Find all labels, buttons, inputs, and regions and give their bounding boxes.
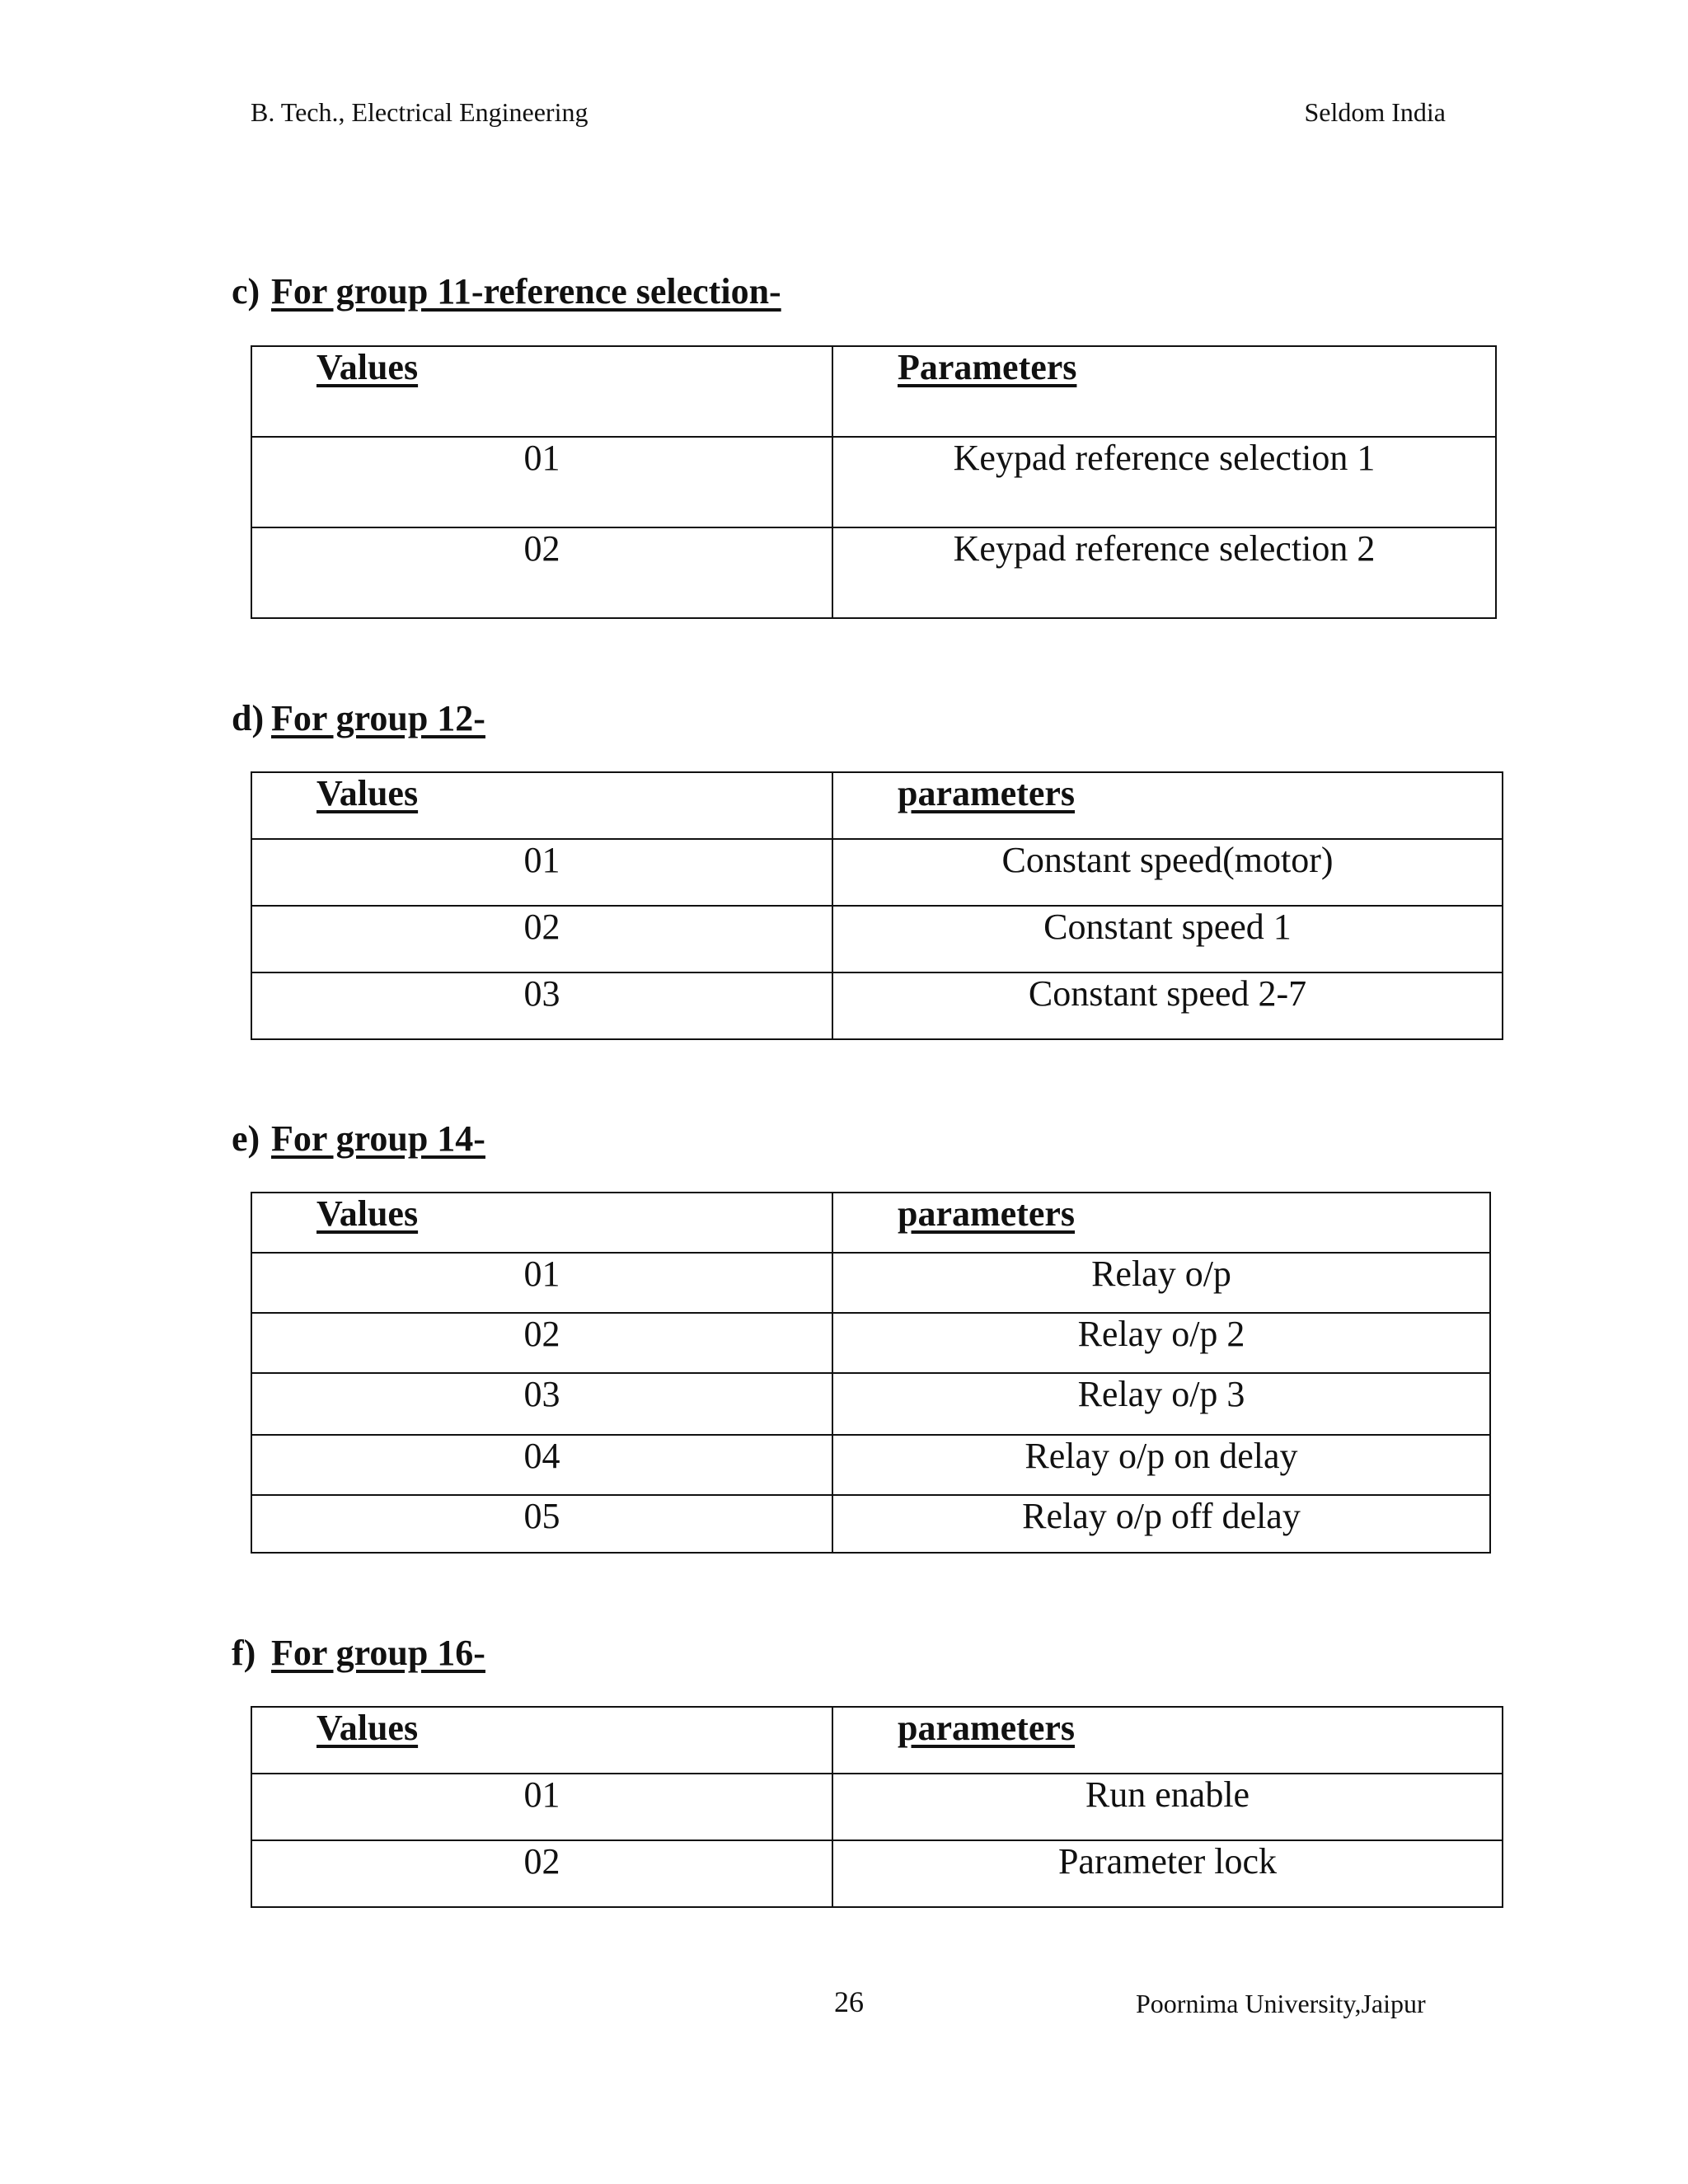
table-row [251, 1774, 1503, 1840]
section-heading-group-11 [232, 270, 781, 312]
table-row [251, 1435, 1490, 1495]
table-row [251, 1313, 1490, 1373]
table-row [251, 1373, 1490, 1435]
table-header-row [251, 346, 1496, 437]
cell-parameter: Relay o/p 2 [832, 1313, 1490, 1373]
cell-parameter: Constant speed 1 [832, 906, 1503, 972]
cell-parameter: Relay o/p 3 [832, 1373, 1490, 1435]
header-left: B. Tech., Electrical Engineering [251, 97, 588, 127]
cell-parameter: Constant speed(motor) [832, 839, 1503, 906]
cell-value: 04 [251, 1435, 832, 1495]
table-row [251, 1840, 1503, 1907]
cell-parameter: Relay o/p off delay [832, 1495, 1490, 1553]
table-row [251, 839, 1503, 906]
header-parameters: parameters [832, 772, 1503, 839]
cell-value: 01 [251, 1774, 832, 1840]
cell-value: 02 [251, 527, 832, 618]
table-header-row [251, 1707, 1503, 1774]
table-group-12 [251, 771, 1503, 1040]
cell-value: 02 [251, 906, 832, 972]
section-heading-group-12 [232, 697, 485, 739]
section-heading-group-14 [232, 1118, 485, 1160]
section-title: For group 11-reference selection- [271, 271, 781, 312]
cell-value: 03 [251, 1373, 832, 1435]
cell-parameter: Keypad reference selection 2 [832, 527, 1496, 618]
table-group-14 [251, 1192, 1491, 1554]
cell-value: 03 [251, 972, 832, 1039]
header-right: Seldom India [1304, 97, 1446, 127]
section-marker: f) [232, 1633, 256, 1673]
table-group-16 [251, 1706, 1503, 1908]
cell-parameter: Parameter lock [832, 1840, 1503, 1907]
section-title: For group 14- [271, 1118, 485, 1159]
section-heading-group-16 [232, 1632, 485, 1674]
header-parameters: Parameters [832, 346, 1496, 437]
table-row [251, 906, 1503, 972]
section-title: For group 16- [271, 1633, 485, 1673]
section-marker: c) [232, 271, 260, 312]
table-row [251, 437, 1496, 527]
header-values: Values [251, 346, 832, 437]
cell-value: 01 [251, 1253, 832, 1313]
cell-parameter: Relay o/p on delay [832, 1435, 1490, 1495]
cell-value: 02 [251, 1313, 832, 1373]
cell-parameter: Run enable [832, 1774, 1503, 1840]
cell-value: 05 [251, 1495, 832, 1553]
header-values: Values [251, 1193, 832, 1253]
table-header-row [251, 772, 1503, 839]
header-values: Values [251, 1707, 832, 1774]
table-row [251, 1495, 1490, 1553]
section-marker: e) [232, 1118, 260, 1159]
table-row [251, 527, 1496, 618]
cell-parameter: Relay o/p [832, 1253, 1490, 1313]
footer-institution: Poornima University,Jaipur [1136, 1989, 1426, 2018]
header-parameters: parameters [832, 1707, 1503, 1774]
cell-parameter: Keypad reference selection 1 [832, 437, 1496, 527]
cell-parameter: Constant speed 2-7 [832, 972, 1503, 1039]
section-marker: d) [232, 698, 265, 738]
cell-value: 01 [251, 437, 832, 527]
table-group-11 [251, 345, 1497, 619]
header-values: Values [251, 772, 832, 839]
table-header-row [251, 1193, 1490, 1253]
page-number: 26 [834, 1985, 864, 2018]
cell-value: 02 [251, 1840, 832, 1907]
cell-value: 01 [251, 839, 832, 906]
table-row [251, 972, 1503, 1039]
section-title: For group 12- [271, 698, 485, 738]
table-row [251, 1253, 1490, 1313]
header-parameters: parameters [832, 1193, 1490, 1253]
